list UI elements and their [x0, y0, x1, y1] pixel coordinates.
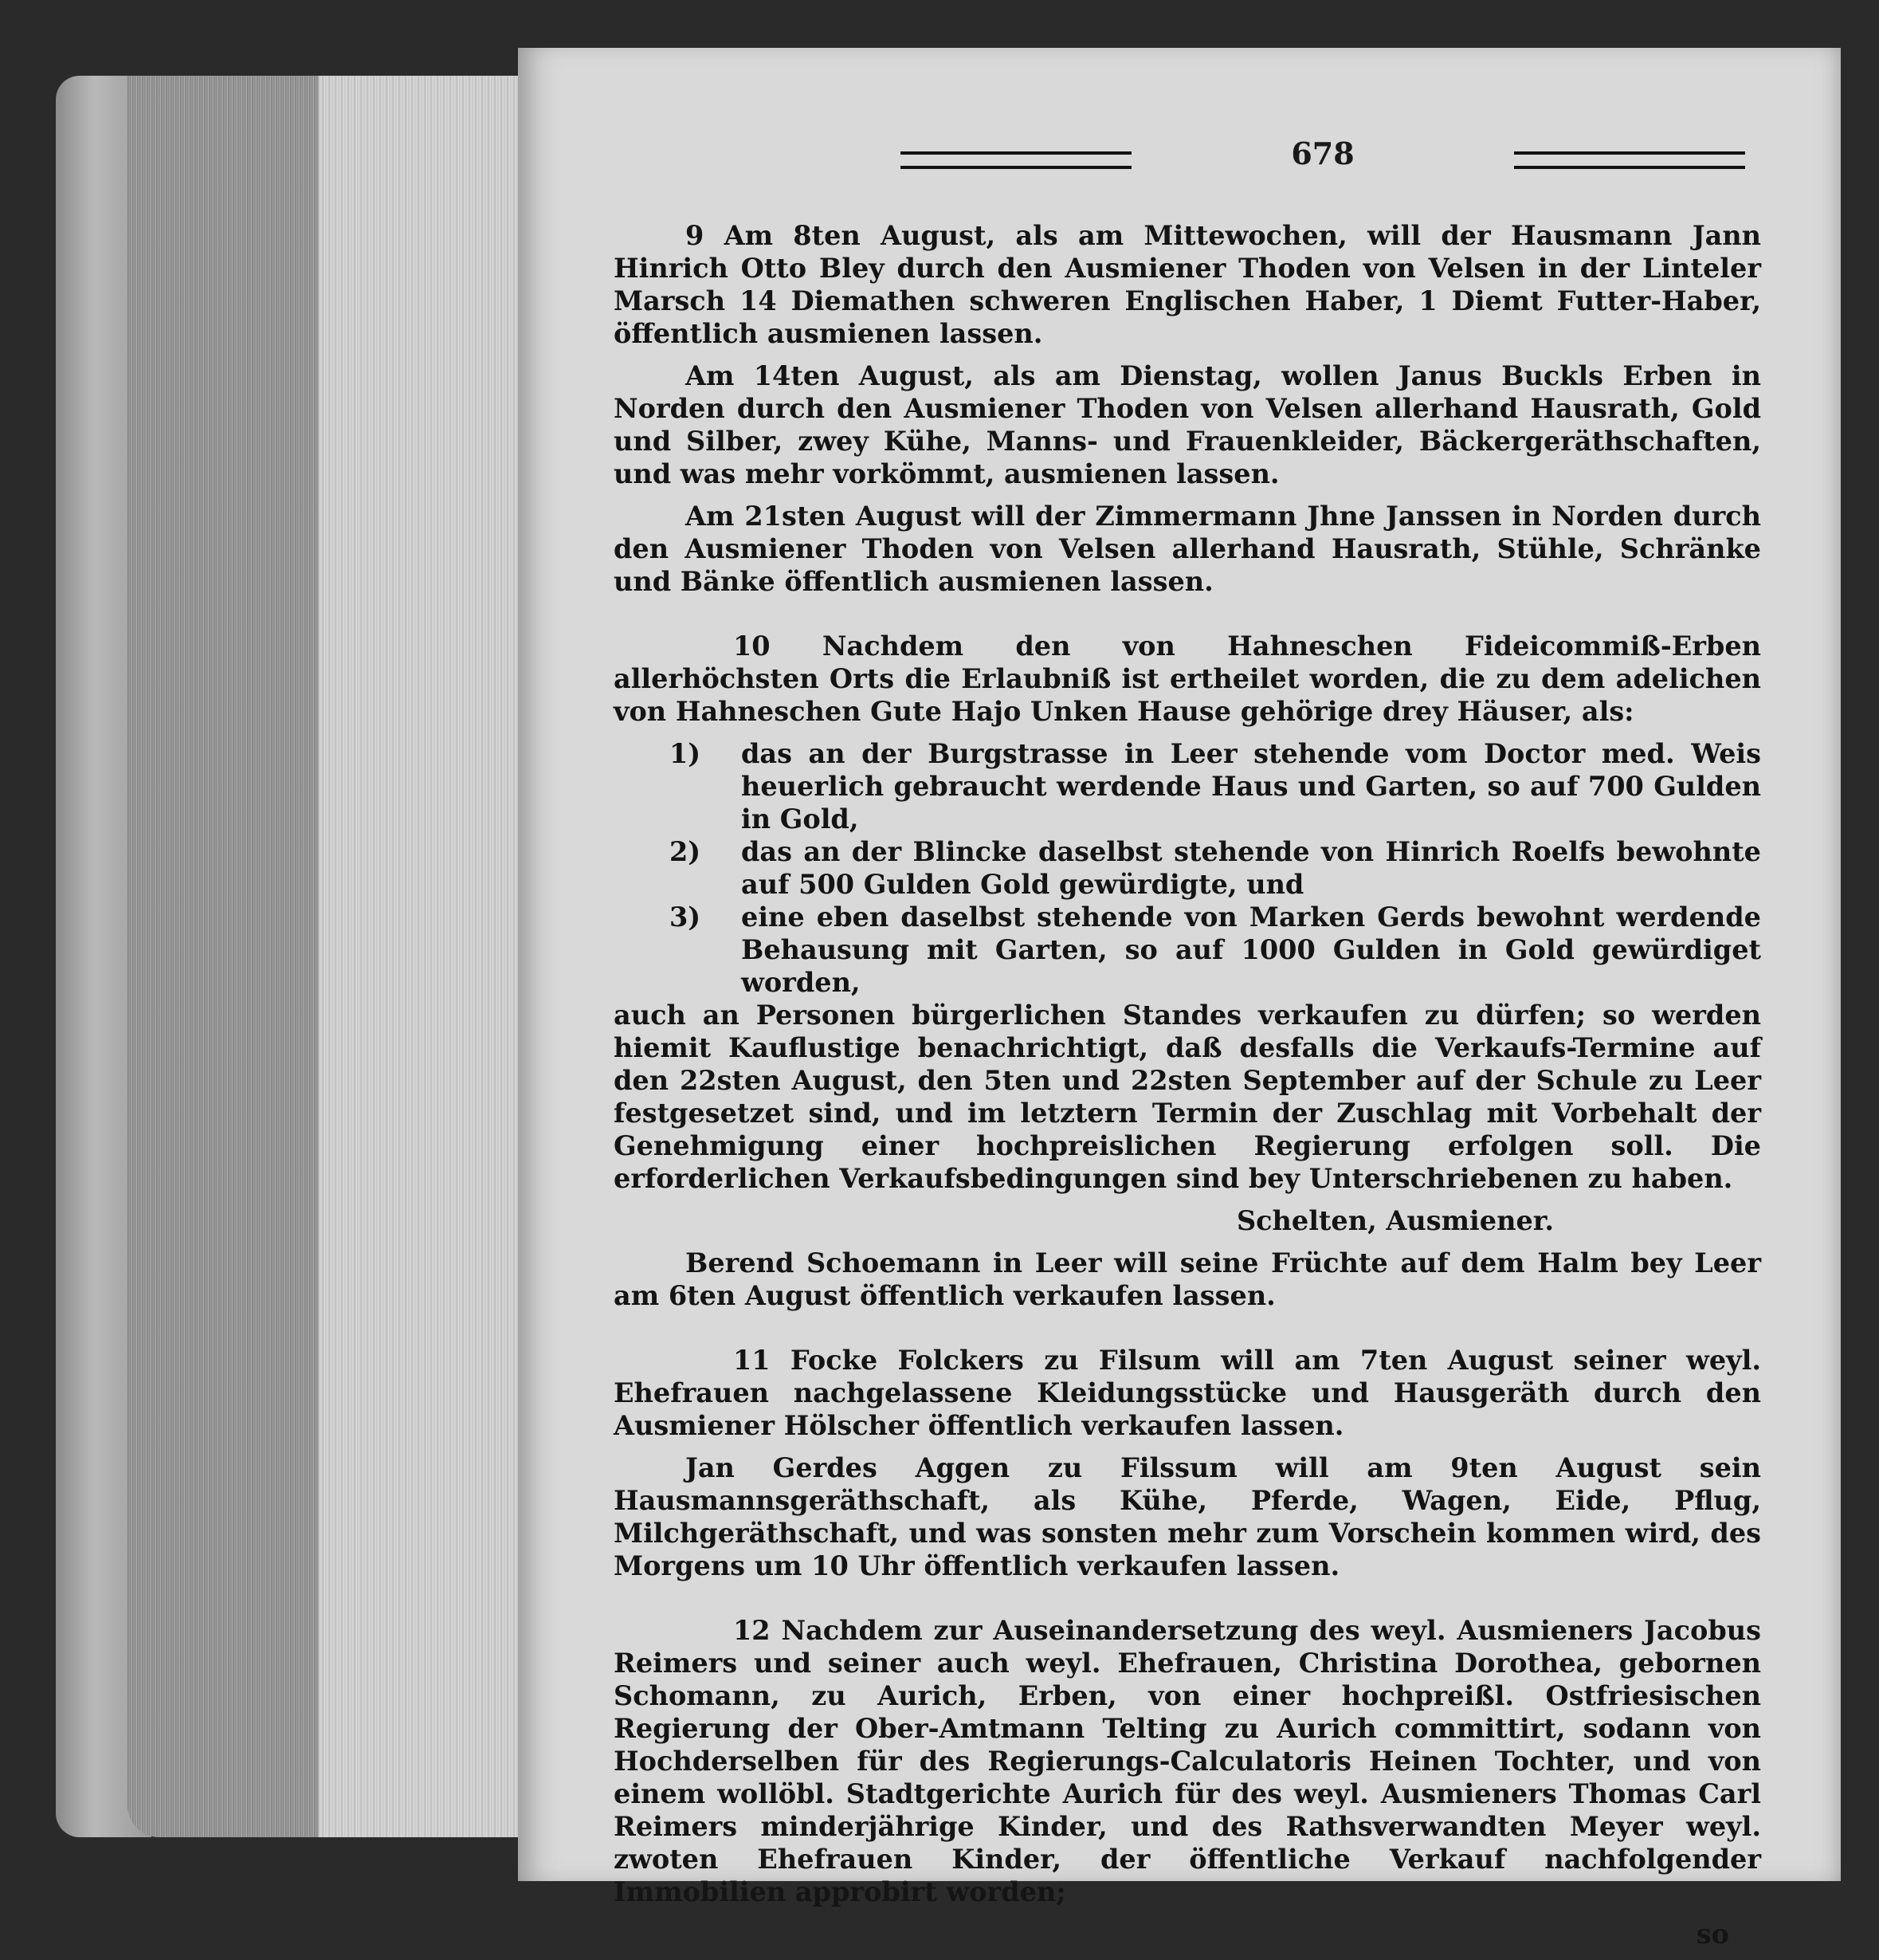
list-item	[614, 901, 1761, 999]
signature: Schelten, Ausmiener.	[1236, 1205, 1554, 1236]
paragraph-12: 12 Nachdem zur Auseinandersetzung des weyl. Ausmieners Jacobus Reimers und seiner auch weyl. Ehefrauen, Christina Dorothea, gebornen Schomann, zu Aurich, Erben, von einer hochpreißl. Ostfriesischen Regierung der Ober-Amtmann Telting zu Aurich committirt, sodann von Hochderselben für des Regierungs-Calculatoris Heinen Tochter, und von einem wollöbl. Stadtgerichte Aurich für des weyl. Ausmieners Thomas Carl Reimers minderjährige Kinder, und des Rathsverwandten Meyer weyl. zwoten Ehefrauen Kinder, der öffentliche Verkauf nachfolgender Immobilien approbirt worden;	[614, 1615, 1761, 1907]
list-item-text: eine eben daselbst stehende von Marken Gerds bewohnt werdende Behausung mit Garten, so auf 1000 Gulden in Gold gewürdiget worden,	[741, 901, 1761, 998]
paragraph-10c: Berend Schoemann in Leer will seine Früchte auf dem Halm bey Leer am 6ten August öffentlich verkaufen lassen.	[614, 1247, 1761, 1311]
list-item	[614, 737, 1761, 835]
paragraph-11b: Jan Gerdes Aggen zu Filssum will am 9ten August sein Hausmannsgeräthschaft, als Kühe, Pferde, Wagen, Eide, Pflug, Milchgeräthschaft, und was sonsten mehr zum Vorschein kommen wird, des Morgens um 10 Uhr öffentlich verkaufen lassen.	[614, 1452, 1761, 1581]
list-item	[614, 835, 1761, 901]
paragraph-9: 9 Am 8ten August, als am Mittewochen, will der Hausmann Jann Hinrich Otto Bley durch den Ausmiener Thoden von Velsen in der Linteler Marsch 14 Diemathen schweren Englischen Haber, 1 Diemt Futter-Haber, öffentlich ausmienen lassen.	[614, 220, 1761, 349]
paragraph-10b: auch an Personen bürgerlichen Standes verkaufen zu dürfen; so werden hiemit Kauflustige benachrichtigt, daß desfalls die Verkaufs-Termine auf den 22sten August, den 5ten und 22sten September auf der Schule zu Leer festgesetzet sind, und im letztern Termin der Zuschlag mit Vorbehalt der Genehmigung einer hochpreislichen Regierung erfolgen soll. Die erforderlichen Verkaufsbedingungen sind bey Unterschriebenen zu haben.	[614, 1000, 1761, 1194]
list-item-text: das an der Blincke daselbst stehende von Hinrich Roelfs bewohnte auf 500 Gulden Gold gewürdigte, und	[741, 836, 1761, 900]
page-number: 678	[1291, 136, 1355, 171]
header-rule-right	[1514, 151, 1745, 169]
page-edges	[127, 76, 518, 1837]
paragraph-9c: Am 21sten August will der Zimmermann Jhne Janssen in Norden durch den Ausmiener Thoden von Velsen allerhand Hausrath, Stühle, Schränke und Bänke öffentlich ausmienen lassen.	[614, 501, 1761, 597]
page-text	[614, 219, 1761, 1960]
paragraph-10: 10 Nachdem den von Hahneschen Fideicommiß-Erben allerhöchsten Orts die Erlaubniß ist ertheilet worden, die zu dem adelichen von Hahneschen Gute Hajo Unken Hause gehörige drey Häuser, als:	[614, 630, 1761, 727]
paragraph-9b: Am 14ten August, als am Dienstag, wollen Janus Buckls Erben in Norden durch den Ausmiener Thoden von Velsen allerhand Hausrath, Gold und Silber, zwey Kühe, Manns- und Frauenkleider, Bäckergeräthschaften, und was mehr vorkömmt, ausmienen lassen.	[614, 360, 1761, 489]
page-header	[900, 136, 1745, 183]
list-item-number: 1)	[669, 738, 701, 769]
list-item-text: das an der Burgstrasse in Leer stehende vom Doctor med. Weis heuerlich gebraucht werdende Haus und Garten, so auf 700 Gulden in Gold,	[741, 738, 1761, 835]
paragraph-11: 11 Focke Folckers zu Filsum will am 7ten August seiner weyl. Ehefrauen nachgelassene Kleidungsstücke und Hausgeräth durch den Ausmiener Hölscher öffentlich verkaufen lassen.	[614, 1345, 1761, 1441]
catchword: so	[1696, 1919, 1729, 1950]
book-page	[518, 48, 1841, 1950]
list-item-number: 3)	[669, 901, 701, 933]
list-item-number: 2)	[669, 836, 701, 867]
